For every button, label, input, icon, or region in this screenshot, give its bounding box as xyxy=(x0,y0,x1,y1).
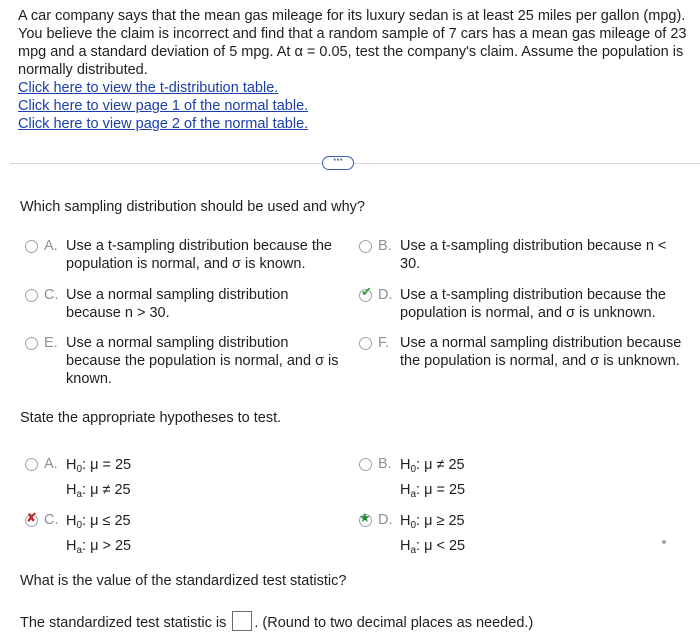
null-hypothesis: $H_0$: μ ≤ 25 xyxy=(66,513,131,531)
q1-option-c[interactable]: C. Use a normal sampling distribution because n > 30. xyxy=(25,286,343,322)
normal-table-page1-link[interactable]: Click here to view page 1 of the normal table. xyxy=(18,98,309,114)
star-icon: ★ xyxy=(359,510,371,525)
scroll-indicator xyxy=(662,540,666,544)
option-text: Use a normal sampling distribution because the population is normal, and σ is unknown. xyxy=(400,335,682,369)
normal-table-page2-link[interactable]: Click here to view page 2 of the normal table. xyxy=(18,116,309,132)
radio-button[interactable] xyxy=(359,458,372,471)
q2-option-c[interactable]: ✘ C. $H_0$: μ ≤ 25 $H_a$: μ > 25 xyxy=(25,511,225,561)
q1-option-f[interactable]: F. Use a normal sampling distribution because the population is normal, and σ is unknown. xyxy=(359,334,684,370)
q2-option-d[interactable]: ★ D. $H_0$: μ ≥ 25 $H_a$: μ < 25 xyxy=(359,511,559,561)
check-icon: ✔ xyxy=(361,284,372,299)
radio-button[interactable] xyxy=(359,284,372,302)
test-statistic-input[interactable] xyxy=(232,611,252,631)
q1-option-b[interactable]: B. Use a t-sampling distribution because n < 30. xyxy=(359,237,679,273)
t-distribution-table-link[interactable]: Click here to view the t-distribution table. xyxy=(18,80,279,96)
radio-button[interactable] xyxy=(25,289,38,302)
question3-prompt: What is the value of the standardized test statistic? xyxy=(20,573,347,589)
alternative-hypothesis: $H_a$: μ ≠ 25 xyxy=(66,482,131,500)
radio-button[interactable] xyxy=(25,510,38,527)
problem-text: A car company says that the mean gas mileage for its luxury sedan is at least 25 miles per gallon (mpg). You believe the claim is incorrect and find that a random sample of 7 cars has a mean gas mileage of 23 mpg and a standard deviation of 5 mpg. At α = 0.05, test the company's claim. Assume the population is normally distributed. xyxy=(18,8,687,78)
more-options-button[interactable]: ⋯ xyxy=(322,156,354,170)
q2-option-a[interactable]: A. $H_0$: μ = 25 $H_a$: μ ≠ 25 xyxy=(25,455,225,505)
answer-line xyxy=(20,611,533,631)
radio-button[interactable] xyxy=(359,337,372,350)
null-hypothesis: $H_0$: μ = 25 xyxy=(66,457,132,475)
radio-button[interactable] xyxy=(25,337,38,350)
hypotheses xyxy=(400,455,559,505)
hypotheses xyxy=(66,511,225,561)
option-text: Use a normal sampling distribution because the population is normal, and σ is known. xyxy=(66,335,339,387)
question1-prompt: Which sampling distribution should be used and why? xyxy=(20,199,365,215)
section-divider xyxy=(10,163,700,164)
radio-button[interactable] xyxy=(25,240,38,253)
q1-option-a[interactable]: A. Use a t-sampling distribution because the population is normal, and σ is known. xyxy=(25,237,343,273)
option-text: Use a t-sampling distribution because n < 30. xyxy=(400,238,667,272)
q1-option-e[interactable]: E. Use a normal sampling distribution because the population is normal, and σ is known. xyxy=(25,334,347,388)
answer-suffix: . (Round to two decimal places as needed.) xyxy=(254,615,534,631)
x-mark-icon: ✘ xyxy=(26,510,37,525)
hypotheses xyxy=(400,511,559,561)
answer-prefix: The standardized test statistic is xyxy=(20,615,227,631)
null-hypothesis: $H_0$: μ ≠ 25 xyxy=(400,457,465,475)
hypotheses xyxy=(66,455,225,505)
option-text: Use a t-sampling distribution because the population is normal, and σ is unknown. xyxy=(400,287,666,321)
option-text: Use a t-sampling distribution because the population is normal, and σ is known. xyxy=(66,238,332,272)
question2-prompt: State the appropriate hypotheses to test. xyxy=(20,410,282,426)
option-text: Use a normal sampling distribution because n > 30. xyxy=(66,287,289,321)
alternative-hypothesis: $H_a$: μ < 25 xyxy=(400,538,466,556)
problem-statement xyxy=(18,7,688,133)
q1-option-d[interactable]: ✔ D. Use a t-sampling distribution because the population is normal, and σ is unknown. xyxy=(359,286,679,322)
radio-button[interactable] xyxy=(359,510,372,527)
q2-option-b[interactable]: B. $H_0$: μ ≠ 25 $H_a$: μ = 25 xyxy=(359,455,559,505)
null-hypothesis: $H_0$: μ ≥ 25 xyxy=(400,513,465,531)
radio-button[interactable] xyxy=(25,458,38,471)
alternative-hypothesis: $H_a$: μ > 25 xyxy=(66,538,132,556)
alternative-hypothesis: $H_a$: μ = 25 xyxy=(400,482,466,500)
radio-button[interactable] xyxy=(359,240,372,253)
